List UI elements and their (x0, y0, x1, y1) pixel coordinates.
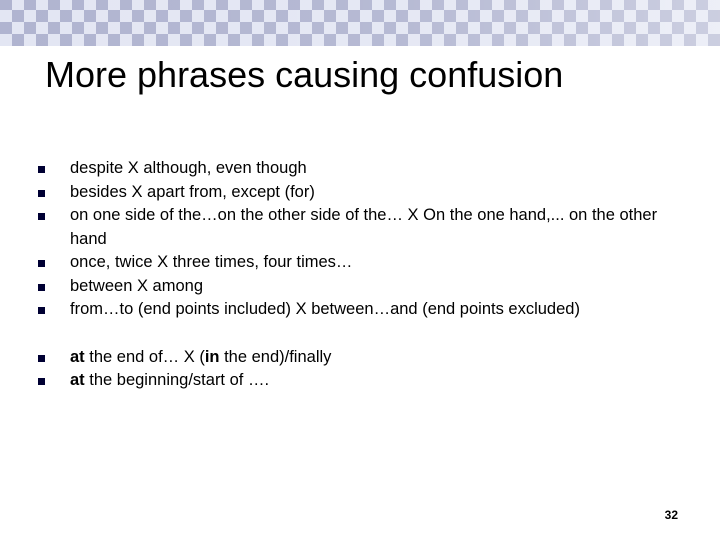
bullet-text-middle: the end of… X ( (84, 347, 205, 366)
bullet-item-despite (38, 157, 658, 181)
bullet-text-tail: the end)/finally (219, 347, 332, 366)
bullet-text: from…to (end points included) X between…and (end points excluded) (70, 300, 580, 318)
checker-pattern-decoration (0, 0, 720, 46)
bullet-text: besides X apart from, except (for) (70, 182, 315, 201)
square-bullet-icon (38, 260, 45, 267)
bullet-item-once-twice (38, 251, 658, 275)
bullet-list (38, 157, 658, 393)
square-bullet-icon (38, 284, 45, 291)
bold-word-in: in (204, 347, 220, 366)
bullet-text: once, twice X three times, four times… (70, 253, 353, 271)
square-bullet-icon (38, 166, 45, 173)
bullet-item-from-to (38, 298, 658, 322)
bullet-text: between X among (70, 276, 204, 295)
square-bullet-icon (38, 213, 45, 220)
bold-word-at: at (70, 347, 85, 366)
bullet-text-tail: the beginning/start of …. (84, 371, 270, 389)
bullet-item-one-side (38, 204, 658, 251)
bullet-text: on one side of the…on the other side of the… X On the one hand,... on the other hand (70, 206, 658, 248)
bold-word-at: at (70, 371, 85, 389)
bullet-item-besides (38, 181, 658, 205)
square-bullet-icon (38, 378, 45, 385)
slide-title: More phrases causing confusion (45, 54, 564, 95)
bullet-item-at-the-beginning (38, 369, 658, 393)
bullet-text (70, 348, 331, 366)
bullet-item-at-the-end (38, 346, 658, 370)
bullet-text: despite X although, even though (70, 159, 307, 177)
square-bullet-icon (38, 190, 45, 197)
square-bullet-icon (38, 307, 45, 314)
page-number: 32 (664, 508, 678, 522)
bullet-text (70, 371, 269, 389)
square-bullet-icon (38, 355, 45, 362)
bullet-item-between-among (38, 275, 658, 299)
